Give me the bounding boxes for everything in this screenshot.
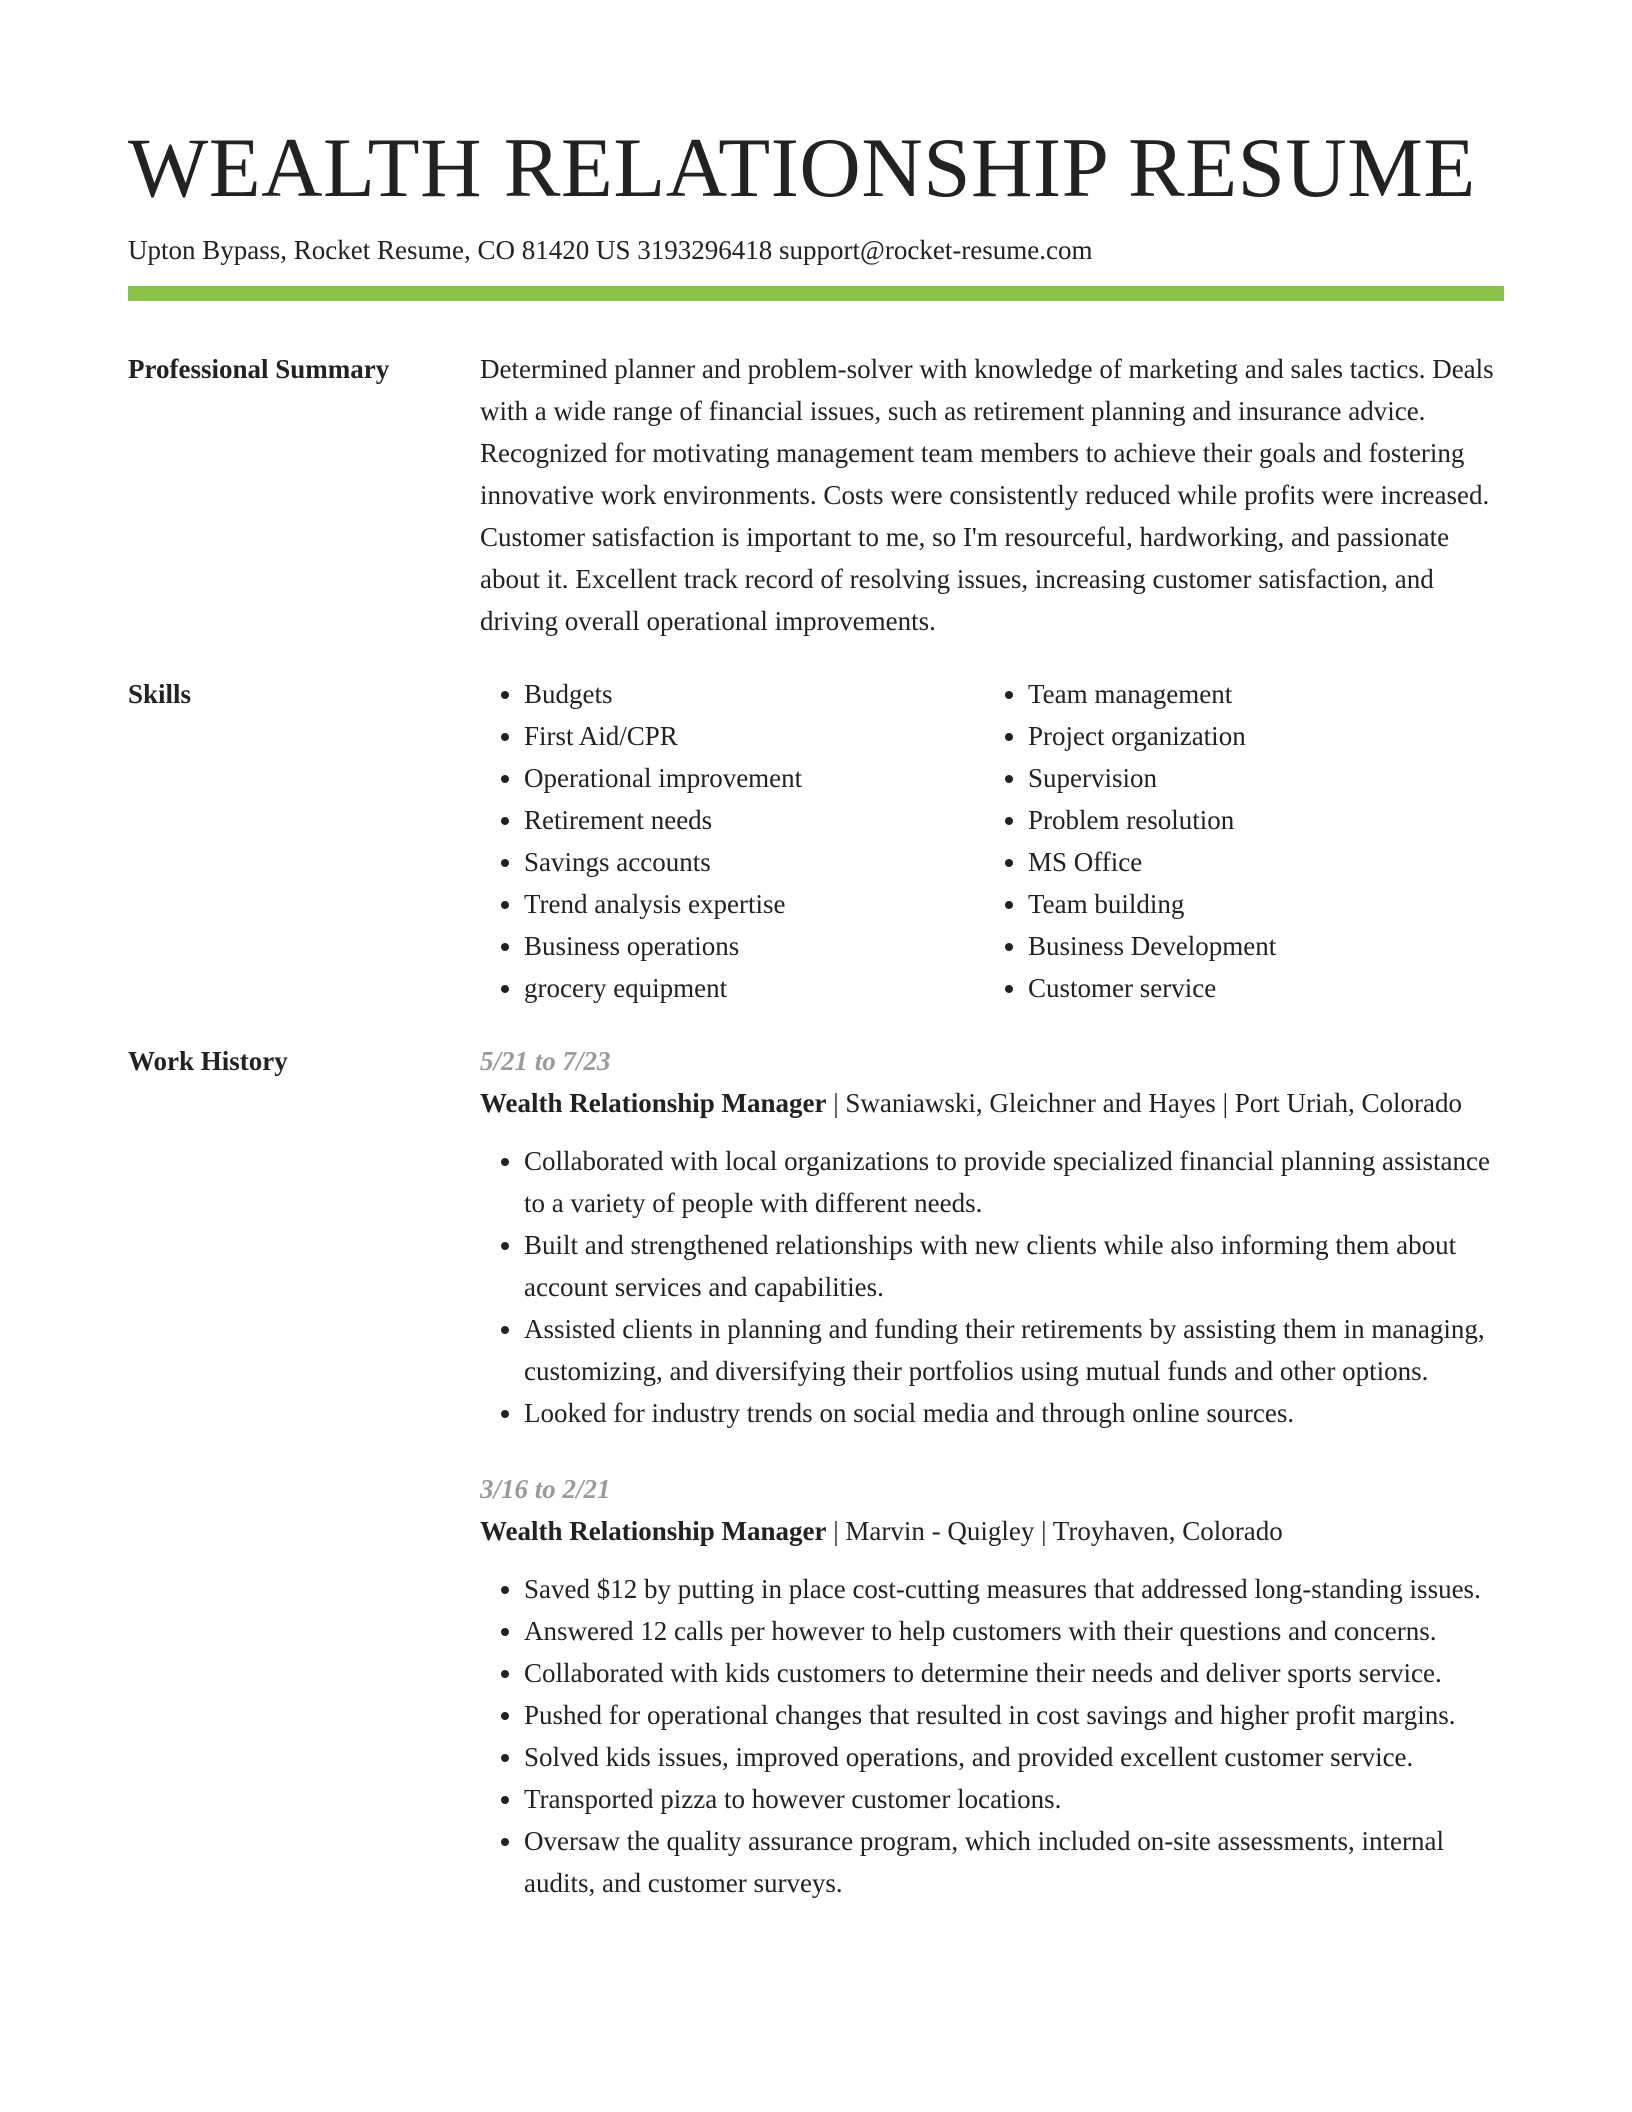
job-bullet: • Built and strengthened relationships with new clients while also informing them about account services and capabilities. [524,1224,1504,1308]
skills-body [480,673,1504,1009]
job-bullet: • Pushed for operational changes that resulted in cost savings and higher profit margins. [524,1694,1504,1736]
job-bullets [480,1568,1504,1904]
skill-item: • Project organization [1028,715,1488,757]
skills-list-right [984,673,1488,1009]
skill-item: • Supervision [1028,757,1488,799]
job-heading [480,1510,1504,1552]
job-bullet: • Oversaw the quality assurance program, which included on-site assessments, internal audits, and customer surveys. [524,1820,1504,1904]
resume-title: WEALTH RELATIONSHIP RESUME [128,121,1476,215]
job-bullet: • Assisted clients in planning and funding their retirements by assisting them in managing, customizing, and diversifying their portfolios using mutual funds and other options. [524,1308,1504,1392]
job-bullet: • Looked for industry trends on social media and through online sources. [524,1392,1504,1434]
skill-item: • Business Development [1028,925,1488,967]
skill-item: • Problem resolution [1028,799,1488,841]
skill-item: • grocery equipment [524,967,984,1009]
job-bullets [480,1140,1504,1434]
skill-item: • MS Office [1028,841,1488,883]
job-dates: 5/21 to 7/23 [480,1046,611,1076]
job-bullet: • Solved kids issues, improved operations, and provided excellent customer service. [524,1736,1504,1778]
skills-list-left [480,673,984,1009]
job-bullet: • Transported pizza to however customer locations. [524,1778,1504,1820]
work-history-heading: Work History [128,1046,288,1076]
skill-item: • Business operations [524,925,984,967]
skill-item: • Budgets [524,673,984,715]
skill-item: • Team management [1028,673,1488,715]
job-details: | Swaniawski, Gleichner and Hayes | Port Uriah, Colorado [826,1088,1462,1118]
summary-text: Determined planner and problem-solver with knowledge of marketing and sales tactics. Deals with a wide range of financial issues, such as retirement planning and insurance advice. Recognized for motivating management team members to achieve their goals and fostering innovative work environments. Costs were consistently reduced while profits were increased. Customer satisfaction is important to me, so I'm resourceful, hardworking, and passionate about it. Excellent track record of resolving issues, increasing customer satisfaction, and driving overall operational improvements. [480,354,1494,636]
skill-item: • Trend analysis expertise [524,883,984,925]
job-title: Wealth Relationship Manager [480,1516,827,1546]
skill-item: • Savings accounts [524,841,984,883]
work-history-body [480,1040,1504,1938]
job-bullet: • Answered 12 calls per however to help customers with their questions and concerns. [524,1610,1504,1652]
skill-item: • Customer service [1028,967,1488,1009]
job-bullet: • Saved $12 by putting in place cost-cutting measures that addressed long-standing issues. [524,1568,1504,1610]
skills-columns [480,673,1504,1009]
job-entry [480,1468,1504,1904]
accent-divider [128,286,1504,301]
job-details: | Marvin - Quigley | Troyhaven, Colorado [826,1516,1283,1546]
skill-item: • Team building [1028,883,1488,925]
contact-line: Upton Bypass, Rocket Resume, CO 81420 US 3193296418 support@rocket-resume.com [128,235,1093,265]
skills-heading: Skills [128,679,192,709]
job-title: Wealth Relationship Manager [480,1088,827,1118]
job-bullet: • Collaborated with kids customers to determine their needs and deliver sports service. [524,1652,1504,1694]
summary-body [480,348,1504,642]
job-heading [480,1082,1504,1124]
summary-heading: Professional Summary [128,354,390,384]
job-dates: 3/16 to 2/21 [480,1474,611,1504]
skill-item: • Operational improvement [524,757,984,799]
job-entry [480,1040,1504,1434]
skill-item: • Retirement needs [524,799,984,841]
job-bullet: • Collaborated with local organizations to provide specialized financial planning assistance to a variety of people with different needs. [524,1140,1504,1224]
skill-item: • First Aid/CPR [524,715,984,757]
